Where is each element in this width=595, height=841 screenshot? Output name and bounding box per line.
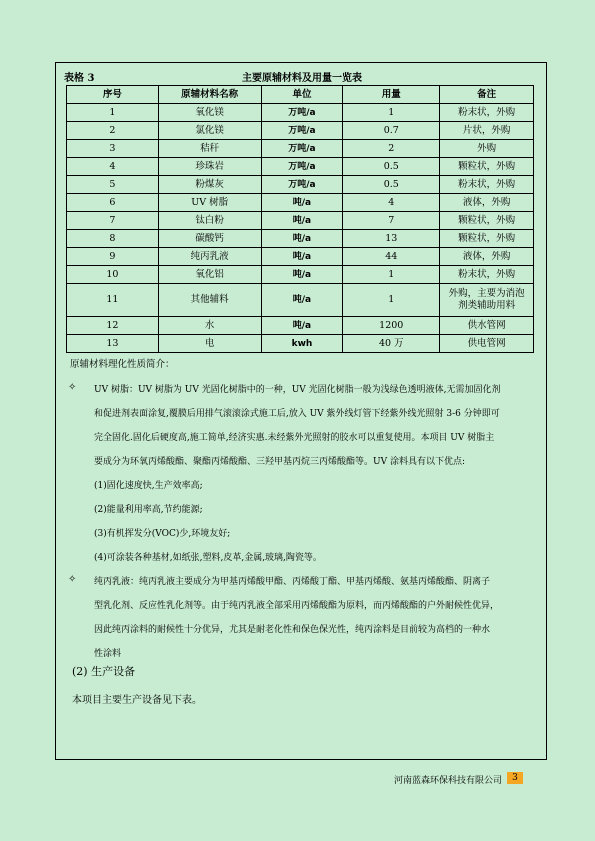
unit-cell: 万吨/a <box>261 104 343 122</box>
material-name-cell: 电 <box>158 335 261 353</box>
unit-cell: 吨/a <box>261 284 343 317</box>
table-row <box>67 176 534 194</box>
remark-cell: 供电管网 <box>440 335 534 353</box>
table-row <box>67 335 534 353</box>
row-index-cell: 12 <box>67 317 159 335</box>
table-row <box>67 248 534 266</box>
header-cell: 序号 <box>67 86 159 104</box>
bullet-icon: ✧ <box>68 382 77 393</box>
header-cell: 用量 <box>343 86 440 104</box>
row-index-cell: 9 <box>67 248 159 266</box>
row-index-cell: 8 <box>67 230 159 248</box>
unit-cell: 吨/a <box>261 266 343 284</box>
material-name-cell: 碳酸钙 <box>158 230 261 248</box>
unit-cell: 万吨/a <box>261 158 343 176</box>
table-row <box>67 104 534 122</box>
table-row <box>67 158 534 176</box>
material-name-cell: 珍珠岩 <box>158 158 261 176</box>
table-row <box>67 284 534 317</box>
remark-cell: 供水管网 <box>440 317 534 335</box>
table-title: 主要原辅材料及用量一览表 <box>242 73 362 84</box>
material-name-cell: 水 <box>158 317 261 335</box>
row-index-cell: 5 <box>67 176 159 194</box>
unit-cell: 吨/a <box>261 230 343 248</box>
remark-cell: 外购 <box>440 140 534 158</box>
row-index-cell: 10 <box>67 266 159 284</box>
amount-cell: 2 <box>343 140 440 158</box>
amount-cell: 1 <box>343 284 440 317</box>
uv-advantage: (1)固化速度快,生产效率高; <box>94 481 203 491</box>
table-row <box>67 212 534 230</box>
row-index-cell: 6 <box>67 194 159 212</box>
material-name-cell: 氧化铝 <box>158 266 261 284</box>
intro-heading: 原辅材料理化性质简介： <box>70 359 175 370</box>
row-index-cell: 11 <box>67 284 159 317</box>
header-cell: 原辅材料名称 <box>158 86 261 104</box>
header-cell: 备注 <box>440 86 534 104</box>
material-name-cell: UV 树脂 <box>158 194 261 212</box>
table-row <box>67 230 534 248</box>
table-label: 表格 3 <box>64 73 95 84</box>
materials-table <box>66 85 534 353</box>
remark-cell: 粉末状，外购 <box>440 104 534 122</box>
remark-cell: 液体，外购 <box>440 194 534 212</box>
row-index-cell: 3 <box>67 140 159 158</box>
row-index-cell: 13 <box>67 335 159 353</box>
material-name-cell: 秸秆 <box>158 140 261 158</box>
row-index-cell: 4 <box>67 158 159 176</box>
page-number: 3 <box>507 772 523 784</box>
footer-company: 河南蓝森环保科技有限公司 <box>393 776 502 786</box>
unit-cell: 吨/a <box>261 317 343 335</box>
unit-cell: 万吨/a <box>261 122 343 140</box>
unit-cell: 万吨/a <box>261 176 343 194</box>
header-cell: 单位 <box>261 86 343 104</box>
uv-advantage: (2)能量利用率高,节约能源; <box>94 505 203 515</box>
remark-cell: 颗粒状，外购 <box>440 158 534 176</box>
remark-cell: 外购，主要为消泡 剂类辅助用料 <box>440 284 534 317</box>
unit-cell: 万吨/a <box>261 140 343 158</box>
row-index-cell: 2 <box>67 122 159 140</box>
row-index-cell: 7 <box>67 212 159 230</box>
amount-cell: 1 <box>343 266 440 284</box>
remark-cell: 颗粒状，外购 <box>440 230 534 248</box>
material-name-cell: 钛白粉 <box>158 212 261 230</box>
material-name-cell: 氯化镁 <box>158 122 261 140</box>
remark-cell: 颗粒状，外购 <box>440 212 534 230</box>
row-index-cell: 1 <box>67 104 159 122</box>
amount-cell: 1 <box>343 104 440 122</box>
remark-cell: 粉末状，外购 <box>440 176 534 194</box>
acrylic-line: 型乳化剂、反应性乳化剂等。由于纯丙乳液全部采用丙烯酸酯为原料，而丙烯酸酯的户外耐候性优异， <box>94 601 500 611</box>
amount-cell: 0.5 <box>343 176 440 194</box>
amount-cell: 13 <box>343 230 440 248</box>
amount-cell: 0.5 <box>343 158 440 176</box>
amount-cell: 1200 <box>343 317 440 335</box>
material-name-cell: 纯丙乳液 <box>158 248 261 266</box>
acrylic-line: 性涂料 <box>94 649 122 659</box>
acrylic-line: 纯丙乳液：纯丙乳液主要成分为甲基丙烯酸甲酯、丙烯酸丁酯、甲基丙烯酸、氨基丙烯酸酯、阴离子 <box>94 577 491 587</box>
bullet-icon: ✧ <box>68 574 77 585</box>
amount-cell: 40 万 <box>343 335 440 353</box>
amount-cell: 4 <box>343 194 440 212</box>
unit-cell: 吨/a <box>261 194 343 212</box>
table-caption <box>64 68 540 84</box>
uv-advantage: (3)有机挥发分(VOC)少,环境友好; <box>94 529 231 539</box>
table-header-row <box>67 86 534 104</box>
section-note: 本项目主要生产设备见下表。 <box>72 695 202 706</box>
acrylic-line: 因此纯丙涂料的耐候性十分优异，尤其是耐老化性和保色保光性，纯丙涂料是目前较为高档的一种水 <box>94 625 491 635</box>
table-row <box>67 194 534 212</box>
uv-line: UV 树脂：UV 树脂为 UV 光固化树脂中的一种，UV 光固化树脂一般为浅绿色透明液体,无需加固化剂 <box>94 385 501 395</box>
remark-cell: 片状，外购 <box>440 122 534 140</box>
uv-line: 和促进剂表面涂复,覆膜后用排气滚滚涂式施工后,放入 UV 紫外线灯管下经紫外线光照射 3-6 分钟即可 <box>94 409 500 419</box>
unit-cell: 吨/a <box>261 248 343 266</box>
uv-line: 完全固化.固化后硬度高,施工简单,经济实惠.未经紫外光照射的胶水可以重复使用。本项目 UV 树脂主 <box>94 433 495 443</box>
remark-cell: 液体，外购 <box>440 248 534 266</box>
uv-line: 要成分为环氧丙烯酸酯、聚酯丙烯酸酯、三羟甲基丙烷三丙烯酸酯等。UV 涂料具有以下优点: <box>94 457 465 467</box>
amount-cell: 7 <box>343 212 440 230</box>
page-frame <box>55 62 547 760</box>
table-row <box>67 266 534 284</box>
section-heading: (2) 生产设备 <box>72 665 136 678</box>
uv-advantage: (4)可涂装各种基材,如纸张,塑料,皮革,金属,玻璃,陶瓷等。 <box>94 553 322 563</box>
table-row <box>67 317 534 335</box>
amount-cell: 0.7 <box>343 122 440 140</box>
material-name-cell: 粉煤灰 <box>158 176 261 194</box>
table-row <box>67 140 534 158</box>
amount-cell: 44 <box>343 248 440 266</box>
material-name-cell: 其他辅料 <box>158 284 261 317</box>
unit-cell: 吨/a <box>261 212 343 230</box>
remark-cell: 粉末状，外购 <box>440 266 534 284</box>
table-row <box>67 122 534 140</box>
unit-cell: kwh <box>261 335 343 353</box>
material-name-cell: 氧化镁 <box>158 104 261 122</box>
